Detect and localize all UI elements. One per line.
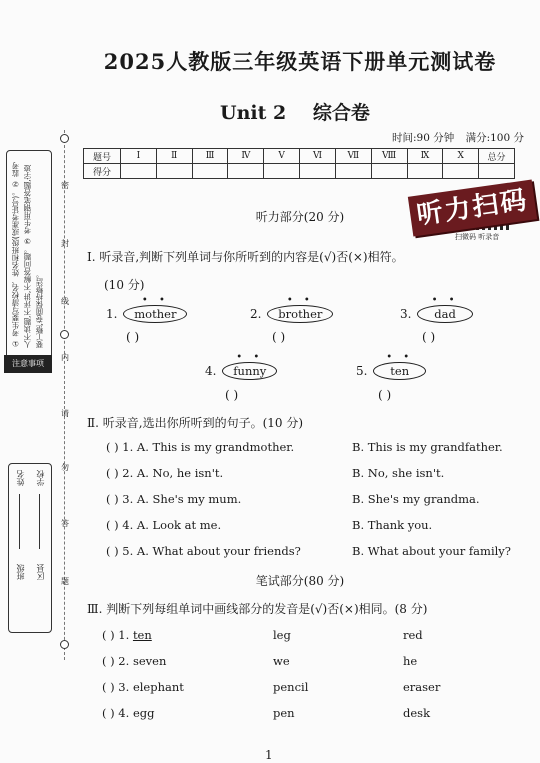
score-cell[interactable]: [479, 164, 515, 179]
q1-item: [250, 305, 333, 323]
seal-char: 答: [61, 519, 69, 528]
q2-option-b: B. No, she isn't.: [352, 466, 445, 480]
unit-subtitle: 综合卷: [312, 102, 370, 124]
seal-char: 题: [61, 577, 69, 586]
q3-heading: Ⅲ. 判断下列每组单词中画线部分的发音是(√)否(×)相同。(8 分): [87, 602, 428, 616]
score-col: Ⅵ: [300, 149, 336, 164]
binding-hole: [60, 640, 69, 649]
q2-option-a: 1. A. This is my grandmother.: [122, 440, 295, 454]
q3-answer-blank[interactable]: ( ): [102, 680, 115, 694]
q3-word: elephant: [132, 680, 184, 694]
score-cell[interactable]: [121, 164, 157, 179]
score-cell[interactable]: [335, 164, 371, 179]
q1-item: [356, 362, 426, 380]
score-table-header-row: [84, 149, 515, 164]
q3-word: red: [403, 628, 423, 642]
q2-option-b: B. She's my grandma.: [352, 492, 480, 506]
q2-option-b: B. What about your family?: [352, 544, 511, 558]
q2-option-a: 2. A. No, he isn't.: [122, 466, 224, 480]
q1-item: [400, 305, 473, 323]
score-col: Ⅹ: [443, 149, 479, 164]
student-info-box: [8, 463, 52, 633]
unit-title: [220, 98, 370, 125]
unit-number: Unit 2: [220, 102, 287, 124]
qr-caption: 扫微码 听录音: [455, 233, 500, 241]
notice-tag: 注意事项: [4, 355, 52, 373]
q1-item-num: 5.: [356, 364, 368, 378]
district-field-label: 区县: [36, 564, 45, 580]
q2-answer-blank[interactable]: ( ): [106, 440, 119, 454]
q2-heading: Ⅱ. 听录音,选出你所听到的句子。(10 分): [87, 416, 304, 430]
name-field-label: 姓名: [16, 470, 25, 486]
class-field-label: 班级: [16, 564, 25, 580]
q1-item-num: 2.: [250, 307, 262, 321]
binding-hole: [60, 330, 69, 339]
exam-full-score: 满分:100 分: [465, 132, 525, 144]
q3-num: 1.: [118, 628, 130, 642]
score-cell[interactable]: [300, 164, 336, 179]
q2-row: [106, 518, 221, 532]
q2-answer-blank[interactable]: ( ): [106, 544, 119, 558]
seal-char: 勿: [61, 463, 69, 472]
binding-hole: [60, 134, 69, 143]
q3-row: [102, 628, 152, 642]
score-col: Ⅰ: [121, 149, 157, 164]
q2-answer-blank[interactable]: ( ): [106, 518, 119, 532]
q2-option-b: B. Thank you.: [352, 518, 433, 532]
q1-word-oval: • • ten: [373, 362, 426, 380]
score-cell[interactable]: [192, 164, 228, 179]
q1-heading: Ⅰ. 听录音,判断下列单词与你所听到的内容是(√)否(×)相符。: [87, 250, 404, 264]
q3-answer-blank[interactable]: ( ): [102, 706, 115, 720]
q1-item-num: 4.: [205, 364, 217, 378]
q3-word: egg: [132, 706, 155, 720]
score-col: Ⅷ: [371, 149, 407, 164]
q3-row: [102, 706, 154, 720]
q1-answer-blank[interactable]: ( ): [422, 330, 436, 344]
q3-word: we: [273, 654, 290, 668]
seal-char: 密: [61, 181, 69, 190]
page-number: 1: [265, 748, 273, 762]
q2-option-b: B. This is my grandfather.: [352, 440, 503, 454]
seal-char: 请: [61, 409, 69, 418]
q1-word-oval: • • funny: [222, 362, 277, 380]
score-table-row-label: 得分: [84, 164, 121, 179]
listening-section-title: 听力部分(20 分): [255, 210, 345, 224]
q3-word: eraser: [403, 680, 441, 694]
score-table-row-label: 题号: [84, 149, 121, 164]
page-title: 2025人教版三年级英语下册单元测试卷: [103, 49, 497, 74]
score-table: [83, 148, 515, 179]
q3-word: he: [403, 654, 418, 668]
q3-num: 2.: [118, 654, 130, 668]
q2-row: [106, 440, 294, 454]
score-cell[interactable]: [228, 164, 264, 179]
q3-answer-blank[interactable]: ( ): [102, 654, 115, 668]
name-field-line[interactable]: [19, 494, 20, 549]
q3-row: [102, 680, 184, 694]
q2-answer-blank[interactable]: ( ): [106, 466, 119, 480]
score-cell[interactable]: [443, 164, 479, 179]
q1-answer-blank[interactable]: ( ): [126, 330, 140, 344]
q1-item-num: 3.: [400, 307, 412, 321]
q1-points: (10 分): [104, 278, 145, 292]
q1-answer-blank[interactable]: ( ): [378, 388, 392, 402]
q1-item-num: 1.: [106, 307, 118, 321]
score-col: Ⅶ: [335, 149, 371, 164]
q1-item: [106, 305, 187, 323]
q3-word: pen: [273, 706, 295, 720]
q2-row: [106, 544, 301, 558]
q3-num: 3.: [118, 680, 130, 694]
listening-scan-stamp[interactable]: 听力扫码: [408, 179, 537, 236]
score-cell[interactable]: [264, 164, 300, 179]
q1-answer-blank[interactable]: ( ): [272, 330, 286, 344]
seal-char: 内: [61, 353, 69, 362]
q3-row: [102, 654, 166, 668]
q2-option-a: 5. A. What about your friends?: [122, 544, 301, 558]
score-col: Ⅳ: [228, 149, 264, 164]
q1-word-oval: • • brother: [267, 305, 333, 323]
q2-answer-blank[interactable]: ( ): [106, 492, 119, 506]
school-field-label: 学校: [36, 470, 45, 486]
q3-answer-blank[interactable]: ( ): [102, 628, 115, 642]
q2-option-a: 4. A. Look at me.: [122, 518, 222, 532]
q2-row: [106, 492, 241, 506]
q1-answer-blank[interactable]: ( ): [225, 388, 239, 402]
exam-time: 时间:90 分钟: [392, 132, 455, 144]
score-table-score-row: [84, 164, 515, 179]
score-cell[interactable]: [407, 164, 443, 179]
q3-num: 4.: [118, 706, 130, 720]
q3-word: ten: [132, 628, 152, 642]
seal-char: 封: [61, 239, 69, 248]
school-field-line[interactable]: [39, 494, 40, 549]
q3-word: desk: [403, 706, 431, 720]
score-col: Ⅴ: [264, 149, 300, 164]
score-col: Ⅸ: [407, 149, 443, 164]
q3-word: leg: [273, 628, 291, 642]
score-cell[interactable]: [371, 164, 407, 179]
q1-item: [205, 362, 277, 380]
q2-option-a: 3. A. She's my mum.: [122, 492, 242, 506]
q1-word-oval: • • mother: [123, 305, 187, 323]
score-cell[interactable]: [156, 164, 192, 179]
score-col: Ⅱ: [156, 149, 192, 164]
q3-word: pencil: [273, 680, 309, 694]
exam-meta: [392, 130, 524, 145]
q2-row: [106, 466, 223, 480]
notice-text: ① 考生要写清校名、姓名和班级(或准考证号)。② 监考人不读题,不评讲,不解答问题。③ 考生用钢笔答题,字迹要工整,卷面保持整洁。: [11, 161, 44, 348]
written-section-title: 笔试部分(80 分): [255, 574, 345, 588]
q3-word: seven: [132, 654, 167, 668]
score-col: Ⅲ: [192, 149, 228, 164]
q1-word-oval: • • dad: [417, 305, 473, 323]
score-col-total: 总分: [479, 149, 515, 164]
seal-char: 线: [61, 297, 69, 306]
